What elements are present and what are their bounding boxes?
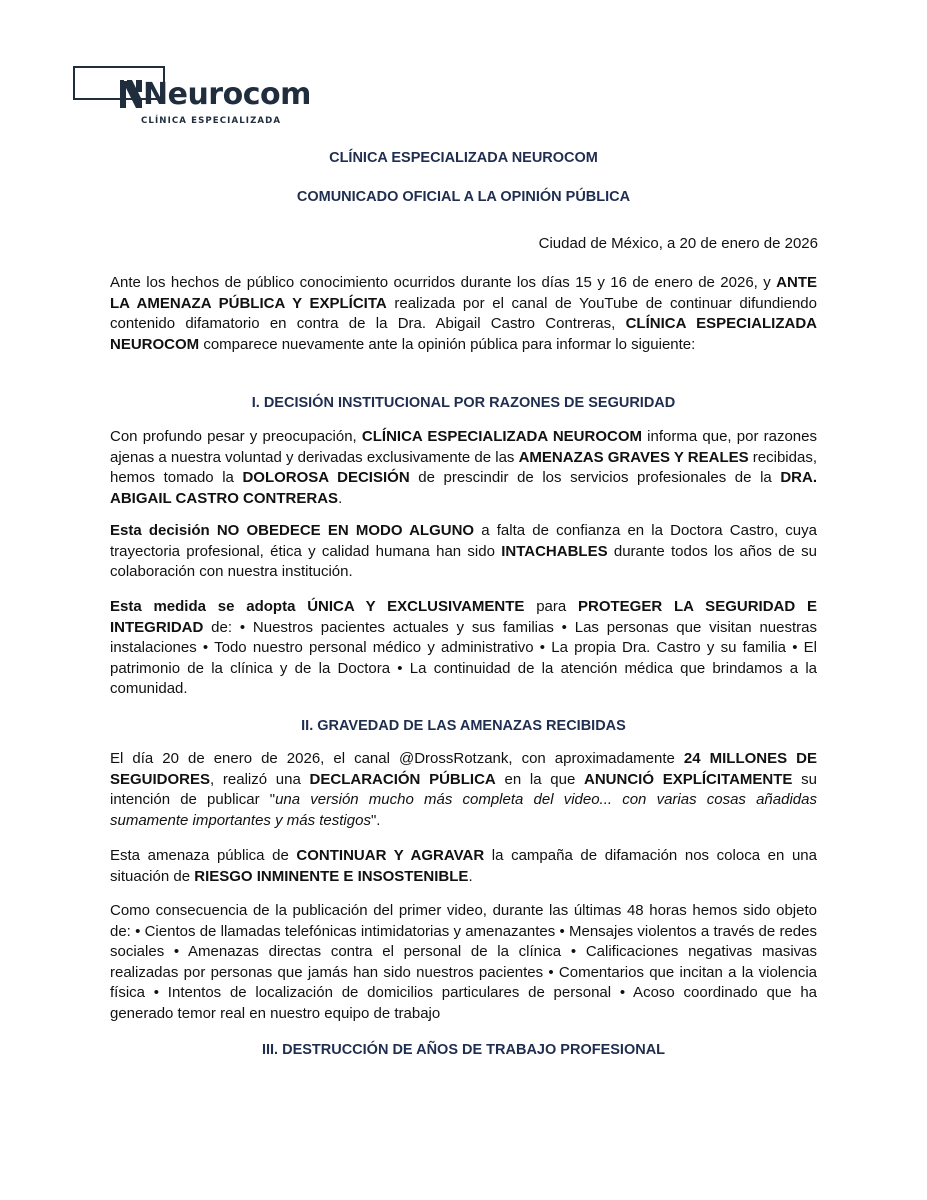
logo-tagline: CLÍNICA ESPECIALIZADA [141, 116, 282, 126]
org-title: CLÍNICA ESPECIALIZADA NEUROCOM [329, 150, 598, 166]
neurocom-logo [73, 64, 311, 136]
section-2-paragraph-2: Esta amenaza pública de CONTINUAR Y AGRAVAR la campaña de difamación nos coloca en una situación de RIESGO INMINENTE E INSOSTENIBLE. [110, 847, 817, 885]
section-1-paragraph-2: Esta decisión NO OBEDECE EN MODO ALGUNO a falta de confianza en la Doctora Castro, cuya trayectoria profesional, ética y calidad humana han sido INTACHABLES durante todos los años de su colaboración con nuestra institución. [110, 522, 817, 580]
intro-paragraph: Ante los hechos de público conocimiento ocurridos durante los días 15 y 16 de enero de 2026, y ANTE LA AMENAZA PÚBLICA Y EXPLÍCITA realizada por el canal de YouTube de continuar difundiendo contenido difamatorio en contra de la Dra. Abigail Castro Contreras, CLÍNICA ESPECIALIZADA NEUROCOM comparece nuevamente ante la opinión pública para informar lo siguiente: [110, 274, 817, 353]
document-title: COMUNICADO OFICIAL A LA OPINIÓN PÚBLICA [296, 189, 631, 205]
section-3-heading: III. DESTRUCCIÓN DE AÑOS DE TRABAJO PROFESIONAL [261, 1042, 666, 1058]
section-2-paragraph-1: El día 20 de enero de 2026, el canal @DrossRotzank, con aproximadamente 24 MILLONES DE SEGUIDORES, realizó una DECLARACIÓN PÚBLICA en la que ANUNCIÓ EXPLÍCITAMENTE su intención de publicar "una versión mucho más completa del video... con varias cosas añadidas sumamente importantes y más testigos". [110, 750, 818, 829]
section-2-paragraph-3: Como consecuencia de la publicación del primer video, durante las últimas 48 horas hemos sido objeto de: • Cientos de llamadas telefónicas intimidatorias y amenazantes • Mensajes violentos a través de redes sociales • Amenazas directas contra el personal de la clínica • Calificaciones negativas masivas realizadas por personas que jamás han sido nuestros pacientes • Comentarios que incitan a la violencia física • Intentos de localización de domicilios particulares de personal • Acoso coordinado que ha generado temor real en nuestro equipo de trabajo [110, 902, 817, 1022]
section-1-paragraph-3: Esta medida se adopta ÚNICA Y EXCLUSIVAMENTE para PROTEGER LA SEGURIDAD E INTEGRIDAD de: • Nuestros pacientes actuales y sus familias • Las personas que visitan nuestras instalaciones • Todo nuestro personal médico y administrativo • La propia Dra. Castro y su familia • El patrimonio de la clínica y de la Doctora • La continuidad de la atención médica que brindamos a la comunidad. [110, 598, 817, 697]
section-1-paragraph-1: Con profundo pesar y preocupación, CLÍNICA ESPECIALIZADA NEUROCOM informa que, por razones ajenas a nuestra voluntad y derivadas exclusivamente de las AMENAZAS GRAVES Y REALES recibidas, hemos tomado la DOLOROSA DECISIÓN de prescindir de los servicios profesionales de la DRA. ABIGAIL CASTRO CONTRERAS. [110, 428, 817, 507]
section-2-heading: II. GRAVEDAD DE LAS AMENAZAS RECIBIDAS [301, 718, 626, 734]
section-1-heading: I. DECISIÓN INSTITUCIONAL POR RAZONES DE SEGURIDAD [251, 395, 676, 411]
date-line: Ciudad de México, a 20 de enero de 2026 [538, 235, 818, 252]
logo-wordmark: Neurocom [143, 77, 311, 112]
